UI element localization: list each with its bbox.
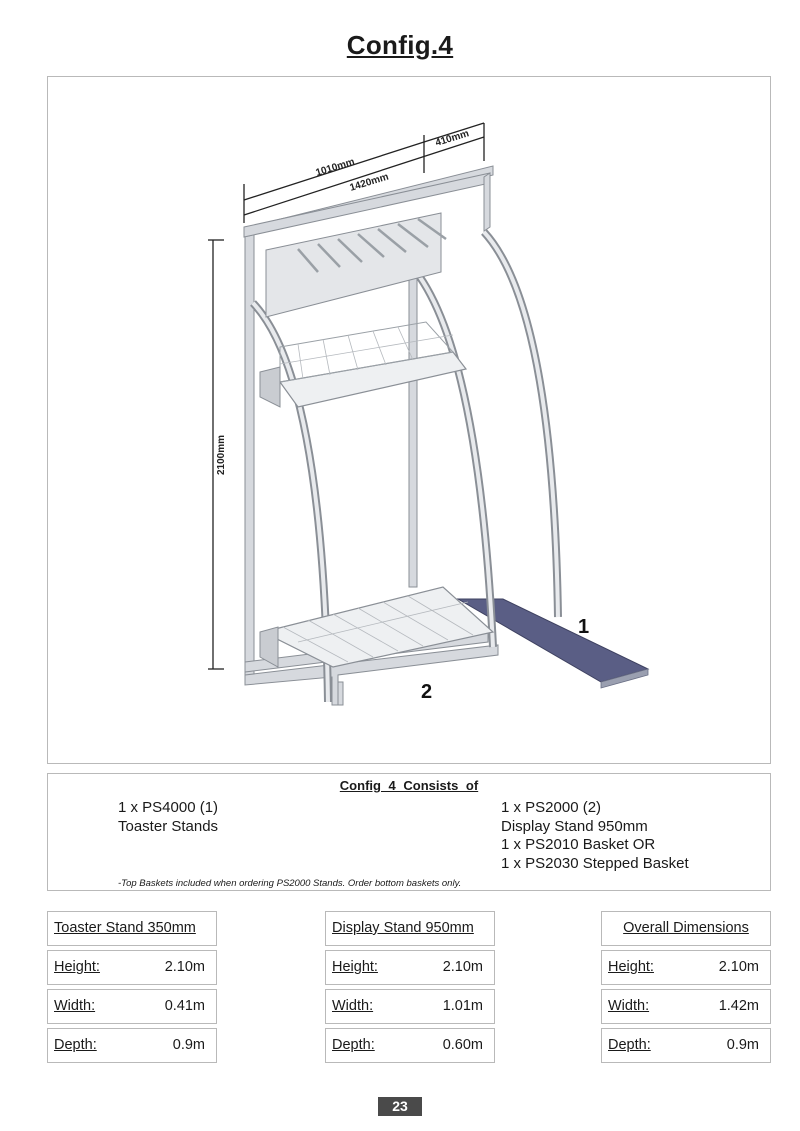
dimension-height-label: 2100mm <box>216 434 227 476</box>
spec-row-height: Height: 2.10m <box>325 950 495 985</box>
contents-left-column <box>118 799 218 836</box>
page-title: Config.4 <box>346 30 454 60</box>
page-number: 23 <box>378 1097 422 1116</box>
display-stand-spec-title: Display Stand 950mm <box>325 911 495 946</box>
contents-heading: Config 4 Consists of <box>339 778 479 793</box>
spec-row-depth: Depth: 0.9m <box>47 1028 217 1063</box>
spec-row-height: Height: 2.10m <box>601 950 771 985</box>
contents-right-column <box>501 799 689 873</box>
pegboard-panel <box>266 213 446 317</box>
contents-line: 1 x PS2000 (2) <box>501 799 602 816</box>
contents-line: Toaster Stands <box>118 817 219 835</box>
product-illustration-panel <box>47 76 771 764</box>
contents-line: 1 x PS2030 Stepped Basket <box>501 854 689 872</box>
dimension-width-overall-label: 1420mm <box>348 171 391 194</box>
spec-row-width: Width: 1.01m <box>325 989 495 1024</box>
toaster-stand-base <box>458 599 648 688</box>
spec-row-depth: Depth: 0.60m <box>325 1028 495 1063</box>
spec-row-depth: Depth: 0.9m <box>601 1028 771 1063</box>
contents-line: Display Stand 950mm <box>501 817 648 835</box>
callout-1: 1 <box>578 616 590 638</box>
dimension-depth-top-label: 410mm <box>434 128 471 149</box>
spec-row-width: Width: 0.41m <box>47 989 217 1024</box>
dimension-width-inner-label: 1010mm <box>314 156 357 179</box>
contents-line: 1 x PS2010 Basket OR <box>501 836 656 853</box>
overall-dimensions-spec-title: Overall Dimensions <box>601 911 771 946</box>
spec-row-height: Height: 2.10m <box>47 950 217 985</box>
spec-row-width: Width: 1.42m <box>601 989 771 1024</box>
callout-2: 2 <box>421 681 433 703</box>
configuration-contents-panel <box>47 773 771 891</box>
ordering-note: -Top Baskets included when ordering PS2000 Stands. Order bottom baskets only. <box>118 878 462 889</box>
toaster-stand-spec-title: Toaster Stand 350mm <box>47 911 217 946</box>
contents-line: 1 x PS4000 (1) <box>118 799 219 816</box>
display-stand-illustration <box>48 77 772 765</box>
